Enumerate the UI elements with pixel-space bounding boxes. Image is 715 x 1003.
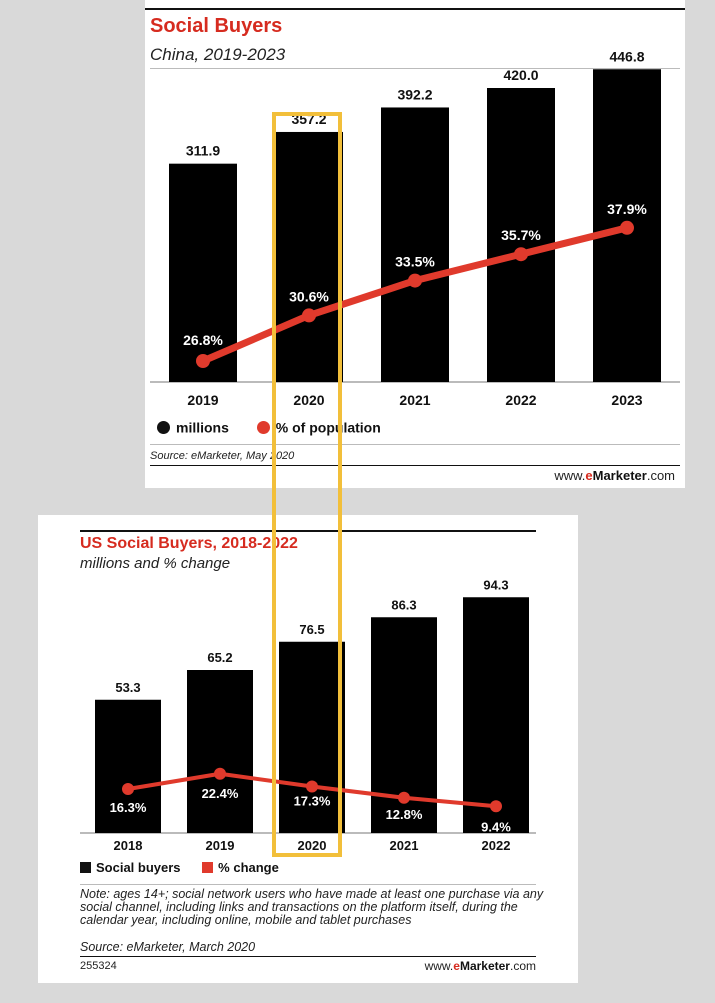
- chart-source: Source: eMarketer, March 2020: [80, 940, 256, 954]
- bar-value-label: 94.3: [483, 577, 509, 593]
- china-chart-card: [145, 0, 685, 488]
- chart-title: US Social Buyers, 2018-2022: [80, 535, 298, 552]
- brand-prefix: www.: [424, 959, 454, 973]
- legend-label-millions: millions: [176, 419, 229, 436]
- chart-title: Social Buyers: [150, 15, 283, 37]
- chart-legend: [157, 418, 381, 435]
- legend-swatch-millions: [157, 421, 170, 434]
- x-tick-label: 2023: [611, 392, 643, 408]
- legend-swatch-population: [257, 421, 270, 434]
- bar-value-label: 53.3: [115, 679, 141, 695]
- line-value-label: 16.3%: [109, 800, 147, 815]
- line-point-2022: [514, 247, 528, 261]
- line-value-label: 26.8%: [183, 332, 223, 348]
- highlight-2020-box: [272, 112, 342, 857]
- x-tick-label: 2018: [113, 838, 143, 853]
- chart-legend: [80, 859, 279, 875]
- bar-2019: [187, 670, 253, 833]
- line-value-label: 9.4%: [481, 819, 511, 835]
- line-value-label: 17.3%: [293, 793, 331, 809]
- brand-suffix: .com: [646, 468, 675, 483]
- bar-2021: [381, 107, 449, 382]
- brand-name: Marketer: [592, 468, 647, 483]
- footer-rule: [80, 956, 536, 957]
- line-value-label: 35.7%: [501, 227, 541, 244]
- bar-2022: [463, 597, 529, 833]
- emarketer-brand: [554, 468, 675, 483]
- x-tick-label: 2020: [293, 392, 325, 408]
- x-tick-label: 2021: [389, 838, 419, 853]
- legend-swatch-social-buyers: [80, 862, 91, 873]
- legend-label-social-buyers: Social buyers: [96, 860, 181, 876]
- bar-value-label: 420.0: [503, 67, 539, 83]
- brand-e: e: [453, 959, 460, 973]
- legend-rule: [150, 444, 680, 445]
- line-value-label: 12.8%: [385, 806, 423, 822]
- line-point-2023: [620, 221, 634, 235]
- x-tick-label: 2021: [399, 392, 431, 408]
- line-value-label: 22.4%: [201, 785, 239, 801]
- line-value-label: 33.5%: [395, 253, 435, 270]
- line-point-2022: [490, 800, 502, 812]
- x-tick-label: 2019: [187, 392, 219, 408]
- brand-suffix: .com: [509, 959, 536, 973]
- brand-prefix: www.: [554, 468, 586, 483]
- x-tick-label: 2022: [481, 838, 511, 853]
- bar-value-label: 65.2: [207, 650, 233, 665]
- bar-value-label: 311.9: [185, 142, 221, 159]
- line-point-2019: [214, 768, 226, 780]
- legend-label-population: % of population: [275, 419, 381, 436]
- brand-e: e: [585, 468, 593, 483]
- x-tick-label: 2020: [297, 838, 327, 853]
- bar-value-label: 86.3: [391, 597, 417, 613]
- bar-value-label: 392.2: [397, 86, 433, 103]
- chart-note: Note: ages 14+; social network users who have made at least one purchase via any social channel, including links and transactions on the platform itself, during the calendar year, including online, mobile and tablet purchases: [80, 887, 544, 927]
- brand-name: Marketer: [459, 959, 510, 973]
- line-point-2019: [196, 354, 210, 368]
- line-point-2018: [122, 783, 134, 795]
- chart-id: 255324: [80, 960, 117, 972]
- chart-subtitle: millions and % change: [80, 555, 231, 572]
- legend-swatch-change: [202, 862, 213, 873]
- x-tick-label: 2022: [505, 392, 537, 408]
- line-value-label: 30.6%: [289, 288, 329, 305]
- line-point-2021: [408, 274, 422, 288]
- subtitle-rule: [150, 68, 680, 69]
- bar-value-label: 446.8: [609, 48, 645, 65]
- emarketer-brand: [425, 959, 536, 973]
- footer-rule: [150, 465, 680, 466]
- bar-value-label: 357.2: [291, 110, 327, 127]
- line-point-2021: [398, 792, 410, 804]
- line-value-label: 37.9%: [607, 200, 647, 217]
- chart-source: Source: eMarketer, May 2020: [150, 450, 295, 462]
- legend-label-change: % change: [218, 860, 279, 876]
- legend-rule: [80, 884, 536, 885]
- bar-value-label: 76.5: [299, 621, 325, 637]
- top-rule: [145, 8, 685, 10]
- chart-subtitle: China, 2019-2023: [150, 45, 286, 64]
- x-tick-label: 2019: [205, 838, 235, 853]
